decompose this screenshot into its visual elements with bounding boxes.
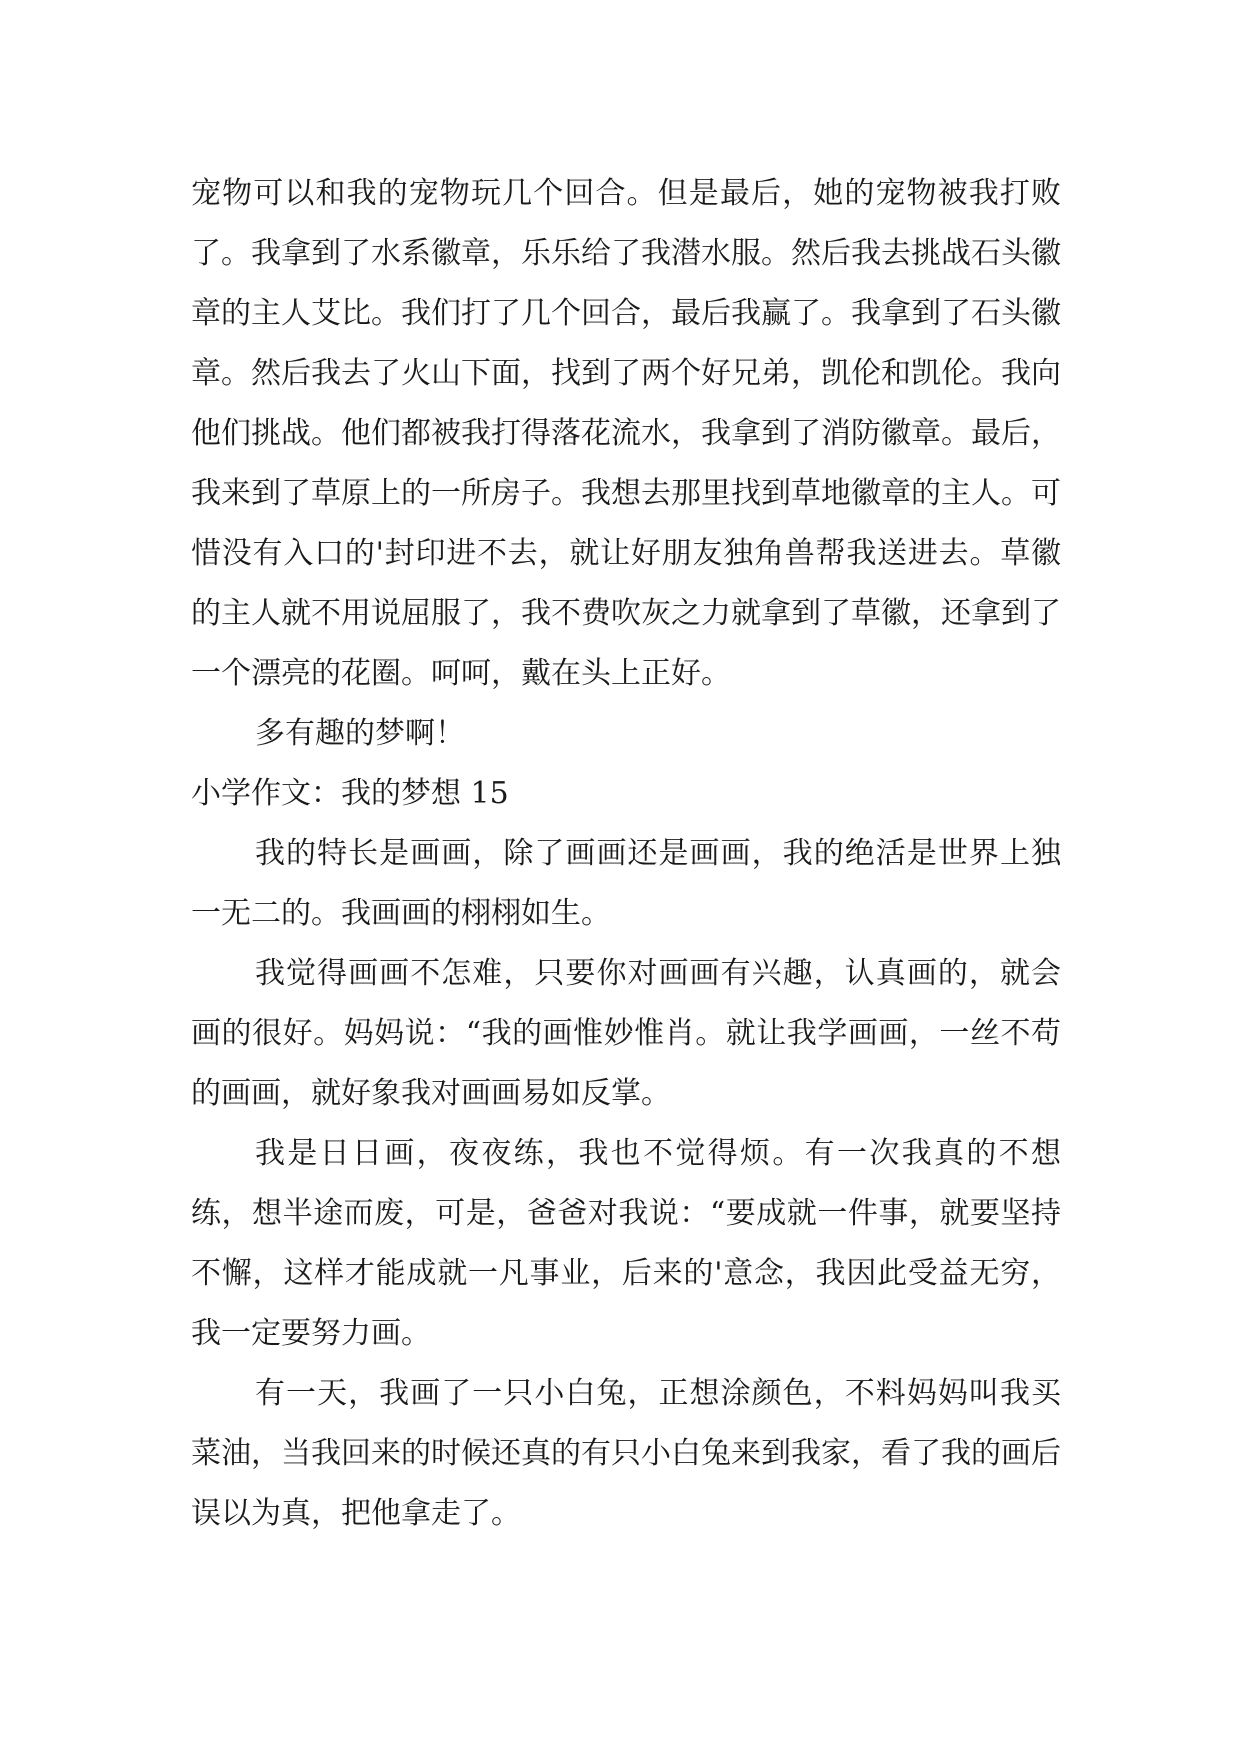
essay-paragraph-2: 我觉得画画不怎难，只要你对画画有兴趣，认真画的，就会画的很好。妈妈说：“我的画惟妙惟肖。就让我学画画，一丝不苟的画画，就好象我对画画易如反掌。 xyxy=(191,956,1061,1111)
essay-title: 小学作文：我的梦想 15 xyxy=(191,776,509,811)
story-paragraph-continued: 宠物可以和我的宠物玩几个回合。但是最后，她的宠物被我打败了。我拿到了水系徽章，乐乐给了我潜水服。然后我去挑战石头徽章的主人艾比。我们打了几个回合，最后我赢了。我拿到了石头徽章。然后我去了火山下面，找到了两个好兄弟，凯伦和凯伦。我向他们挑战。他们都被我打得落花流水，我拿到了消防徽章。最后，我来到了草原上的一所房子。我想去那里找到草地徽章的主人。可惜没有入口的'封印进不去，就让好朋友独角兽帮我送进去。草徽的主人就不用说屈服了，我不费吹灰之力就拿到了草徽，还拿到了一个漂亮的花圈。呵呵，戴在头上正好。 xyxy=(191,176,1061,691)
document-page xyxy=(191,164,1061,1544)
essay-paragraph-3: 我是日日画，夜夜练，我也不觉得烦。有一次我真的不想练，想半途而废，可是，爸爸对我说：“要成就一件事，就要坚持不懈，这样才能成就一凡事业，后来的'意念，我因此受益无穷，我一定要努力画。 xyxy=(191,1136,1061,1351)
story-closing-line: 多有趣的梦啊！ xyxy=(255,716,465,751)
essay-paragraph-4: 有一天，我画了一只小白兔，正想涂颜色，不料妈妈叫我买菜油，当我回来的时候还真的有只小白兔来到我家，看了我的画后误以为真，把他拿走了。 xyxy=(191,1376,1061,1531)
essay-paragraph-1: 我的特长是画画，除了画画还是画画，我的绝活是世界上独一无二的。我画画的栩栩如生。 xyxy=(191,836,1061,931)
